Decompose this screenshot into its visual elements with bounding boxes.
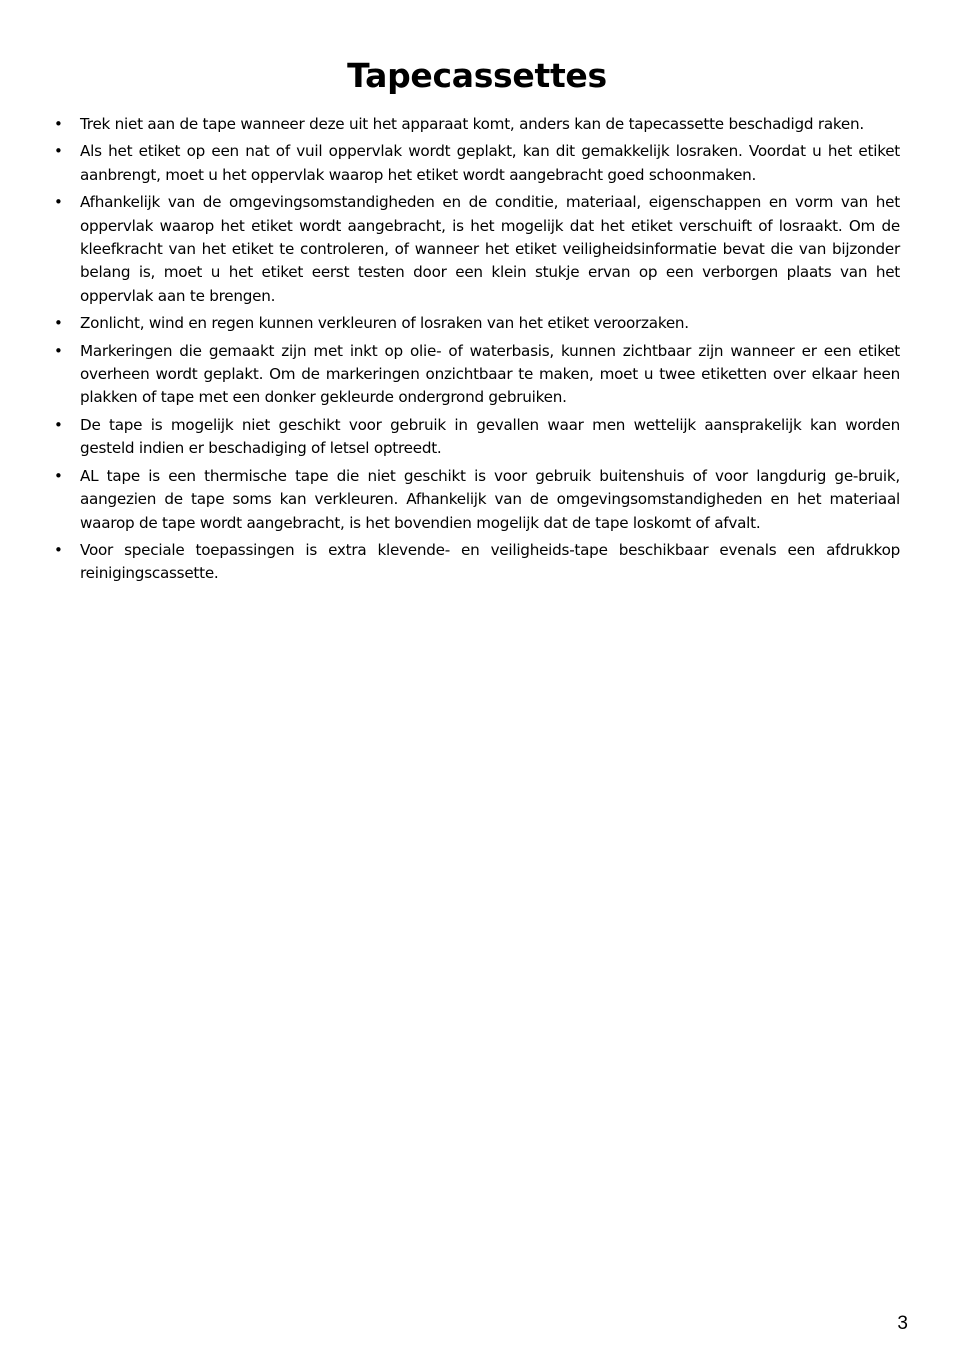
list-item xyxy=(54,465,900,535)
page-number: 3 xyxy=(897,1313,908,1334)
list-item-text: Zonlicht, wind en regen kunnen verkleuren of losraken van het etiket veroorzaken. xyxy=(80,314,689,333)
list-item xyxy=(54,414,900,461)
list-item-text: AL tape is een thermische tape die niet geschikt is voor gebruik buitenshuis of voor langdurig ge-bruik, aangezien de tape soms kan verkleuren. Afhankelijk van de omgevingsomstandigheden en het materiaal waarop de tape wordt aangebracht, is het bovendien mogelijk dat de tape loskomt of afvalt. xyxy=(80,466,900,532)
list-item-text: Markeringen die gemaakt zijn met inkt op olie- of waterbasis, kunnen zichtbaar zijn wanneer er een etiket overheen wordt geplakt. Om de markeringen onzichtbaar te maken, moet u twee etiketten over elkaar heen plakken of tape met een donker gekleurde ondergrond gebruiken. xyxy=(80,341,900,407)
list-item-text: Afhankelijk van de omgevingsomstandigheden en de conditie, materiaal, eigenschappen en vorm van het oppervlak waarop het etiket wordt aangebracht, is het mogelijk dat het etiket verschuift of losraakt. Om de kleefkracht van het etiket te controleren, of wanneer het etiket veiligheidsinformatie bevat die van bijzonder belang is, moet u het etiket eerst testen door een klein stukje ervan op een verborgen plaats van het oppervlak aan te brengen. xyxy=(80,193,900,305)
list-item xyxy=(54,140,900,187)
bullet-icon: • xyxy=(54,314,63,333)
list-item xyxy=(54,113,900,136)
bullet-icon: • xyxy=(54,193,63,212)
bullet-icon: • xyxy=(54,540,63,559)
bullet-icon: • xyxy=(54,466,63,485)
list-item-text: Voor speciale toepassingen is extra klevende- en veiligheids-tape beschikbaar evenals een afdrukkop reinigingscassette. xyxy=(80,540,900,583)
bullet-list xyxy=(54,113,900,590)
bullet-icon: • xyxy=(54,341,63,360)
bullet-icon: • xyxy=(54,115,63,133)
list-item-text: Trek niet aan de tape wanneer deze uit het apparaat komt, anders kan de tapecassette beschadigd raken. xyxy=(80,115,864,133)
list-item xyxy=(54,539,900,586)
list-item xyxy=(54,340,900,410)
bullet-icon: • xyxy=(54,415,63,434)
bullet-icon: • xyxy=(54,142,63,161)
list-item-text: De tape is mogelijk niet geschikt voor gebruik in gevallen waar men wettelijk aansprakelijk kan worden gesteld indien er beschadiging of letsel optreedt. xyxy=(80,415,900,458)
page-title: Tapecassettes xyxy=(347,56,607,95)
list-item xyxy=(54,312,900,335)
list-item xyxy=(54,191,900,308)
list-item-text: Als het etiket op een nat of vuil oppervlak wordt geplakt, kan dit gemakkelijk losraken. Voordat u het etiket aanbrengt, moet u het oppervlak waarop het etiket wordt aangebracht goed schoonmaken. xyxy=(80,142,900,184)
